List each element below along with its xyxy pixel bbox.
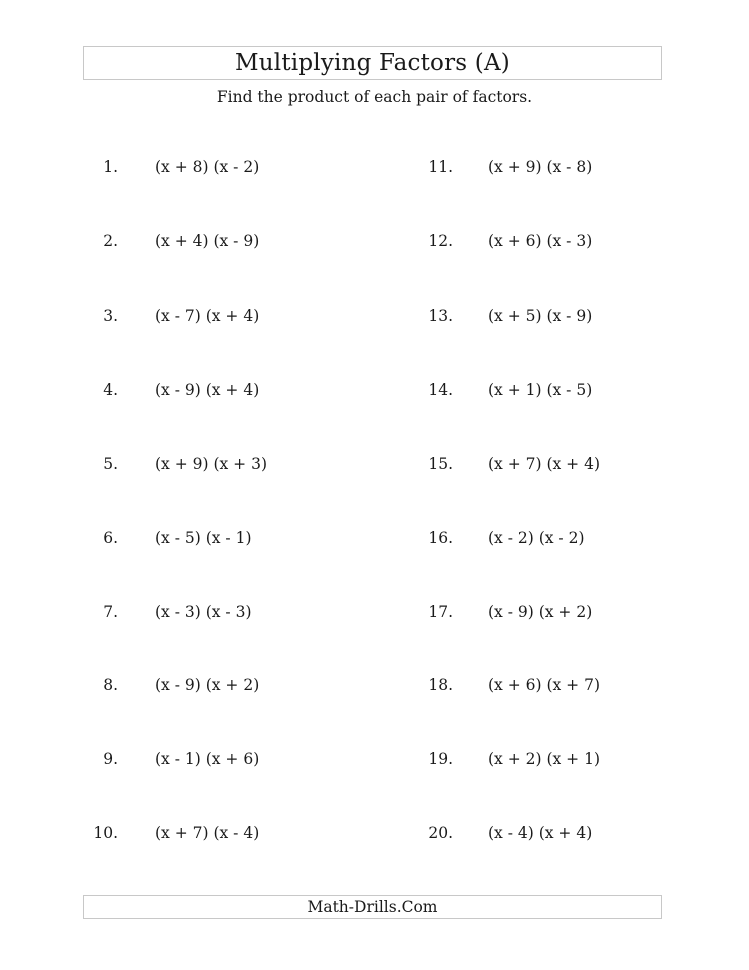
problem-item (0, 381, 749, 405)
problem-expression: (x - 5) (x - 1) (155, 529, 252, 547)
problem-item (0, 307, 749, 331)
problem-expression: (x + 1) (x - 5) (488, 381, 593, 399)
problem-expression: (x - 9) (x + 2) (488, 603, 593, 621)
problem-expression: (x + 6) (x + 7) (488, 676, 601, 694)
problem-expression: (x + 8) (x - 2) (155, 158, 260, 176)
problem-number: 18. (428, 676, 453, 694)
problem-expression: (x + 6) (x - 3) (488, 232, 593, 250)
problem-number: 1. (103, 158, 118, 176)
title-box (83, 46, 662, 80)
problem-item (0, 824, 749, 848)
problem-item (0, 158, 749, 182)
problem-expression: (x - 9) (x + 2) (155, 676, 260, 694)
problem-item (0, 603, 749, 627)
worksheet-title: Multiplying Factors (A) (235, 49, 510, 76)
problem-expression: (x - 4) (x + 4) (488, 824, 593, 842)
footer-box (83, 895, 662, 919)
problem-number: 10. (93, 824, 118, 842)
problem-expression: (x + 4) (x - 9) (155, 232, 260, 250)
problem-expression: (x + 7) (x - 4) (155, 824, 260, 842)
problem-number: 6. (103, 529, 118, 547)
problem-item (0, 455, 749, 479)
problem-number: 12. (428, 232, 453, 250)
problem-expression: (x + 9) (x - 8) (488, 158, 593, 176)
problem-number: 14. (428, 381, 453, 399)
problem-number: 3. (103, 307, 118, 325)
problem-number: 8. (103, 676, 118, 694)
problem-number: 4. (103, 381, 118, 399)
footer-credit: Math-Drills.Com (307, 898, 438, 916)
worksheet-instructions: Find the product of each pair of factors. (216, 88, 533, 106)
problem-expression: (x + 7) (x + 4) (488, 455, 601, 473)
problem-number: 9. (103, 750, 118, 768)
problem-item (0, 232, 749, 256)
problem-number: 11. (428, 158, 453, 176)
problem-number: 2. (103, 232, 118, 250)
problem-number: 16. (428, 529, 453, 547)
problem-expression: (x - 1) (x + 6) (155, 750, 260, 768)
problem-number: 17. (428, 603, 453, 621)
problem-item (0, 529, 749, 553)
problem-number: 5. (103, 455, 118, 473)
problem-item (0, 676, 749, 700)
problem-number: 7. (103, 603, 118, 621)
problem-number: 20. (428, 824, 453, 842)
problem-expression: (x - 7) (x + 4) (155, 307, 260, 325)
problem-expression: (x - 9) (x + 4) (155, 381, 260, 399)
problem-item (0, 750, 749, 774)
problem-number: 13. (428, 307, 453, 325)
problem-number: 15. (428, 455, 453, 473)
problem-expression: (x + 2) (x + 1) (488, 750, 601, 768)
problem-expression: (x - 2) (x - 2) (488, 529, 585, 547)
problem-expression: (x + 5) (x - 9) (488, 307, 593, 325)
problem-number: 19. (428, 750, 453, 768)
problem-expression: (x - 3) (x - 3) (155, 603, 252, 621)
problem-expression: (x + 9) (x + 3) (155, 455, 268, 473)
